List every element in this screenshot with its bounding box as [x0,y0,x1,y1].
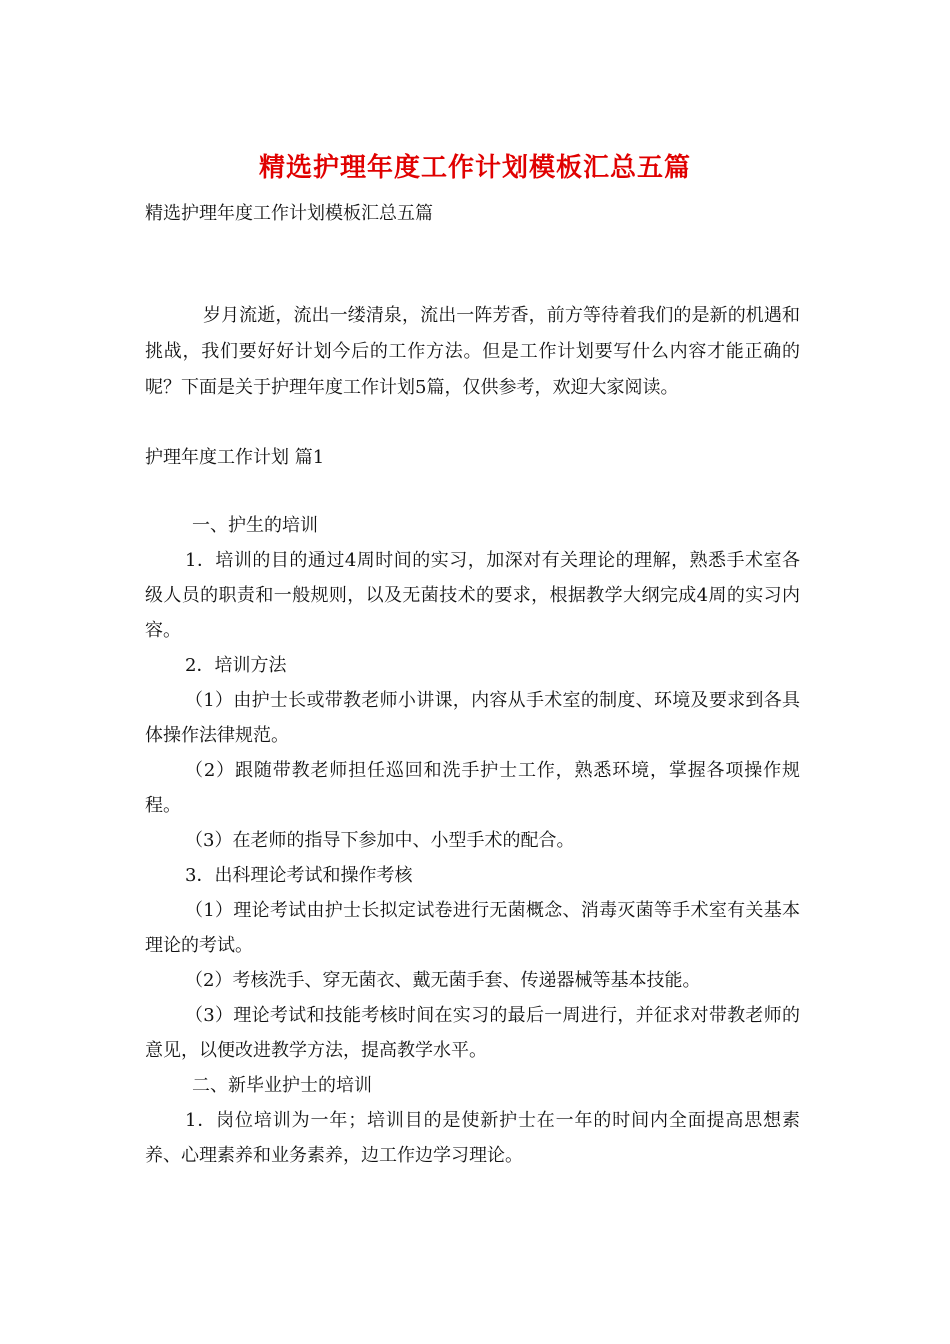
sub-item-paragraph: （1）理论考试由护士长拟定试卷进行无菌概念、消毒灭菌等手术室有关基本理论的考试。 [145,900,800,956]
document-subtitle: 精选护理年度工作计划模板汇总五篇 [145,203,433,224]
sub-item-paragraph: （2）跟随带教老师担任巡回和洗手护士工作，熟悉环境，掌握各项操作规程。 [145,760,800,816]
heading-paragraph: 一、护生的培训 [192,515,318,536]
numbered-paragraph: 2．培训方法 [185,655,287,676]
heading-paragraph: 二、新毕业护士的培训 [192,1075,372,1096]
section-title: 护理年度工作计划 篇1 [145,447,325,468]
document-title: 精选护理年度工作计划模板汇总五篇 [258,153,691,183]
intro-paragraph: 岁月流逝，流出一缕清泉，流出一阵芳香，前方等待着我们的是新的机遇和挑战，我们要好好计划今后的工作方法。但是工作计划要写什么内容才能正确的呢？下面是关于护理年度工作计划5篇，仅供参考，欢迎大家阅读。 [145,305,800,398]
body-text [145,508,800,1173]
sub-item-paragraph: （3）理论考试和技能考核时间在实习的最后一周进行，并征求对带教老师的意见，以便改进教学方法，提高教学水平。 [145,1005,800,1061]
numbered-paragraph: 1．岗位培训为一年；培训目的是使新护士在一年的时间内全面提高思想素养、心理素养和业务素养，边工作边学习理论。 [145,1110,800,1166]
sub-item-paragraph: （1）由护士长或带教老师小讲课，内容从手术室的制度、环境及要求到各具体操作法律规范。 [145,690,800,746]
sub-item-paragraph: （3）在老师的指导下参加中、小型手术的配合。 [185,830,575,851]
sub-item-paragraph: （2）考核洗手、穿无菌衣、戴无菌手套、传递器械等基本技能。 [185,970,701,991]
numbered-paragraph: 3．出科理论考试和操作考核 [185,865,413,886]
numbered-paragraph: 1．培训的目的通过4周时间的实习，加深对有关理论的理解，熟悉手术室各级人员的职责和一般规则，以及无菌技术的要求，根据教学大纲完成4周的实习内容。 [145,550,800,641]
